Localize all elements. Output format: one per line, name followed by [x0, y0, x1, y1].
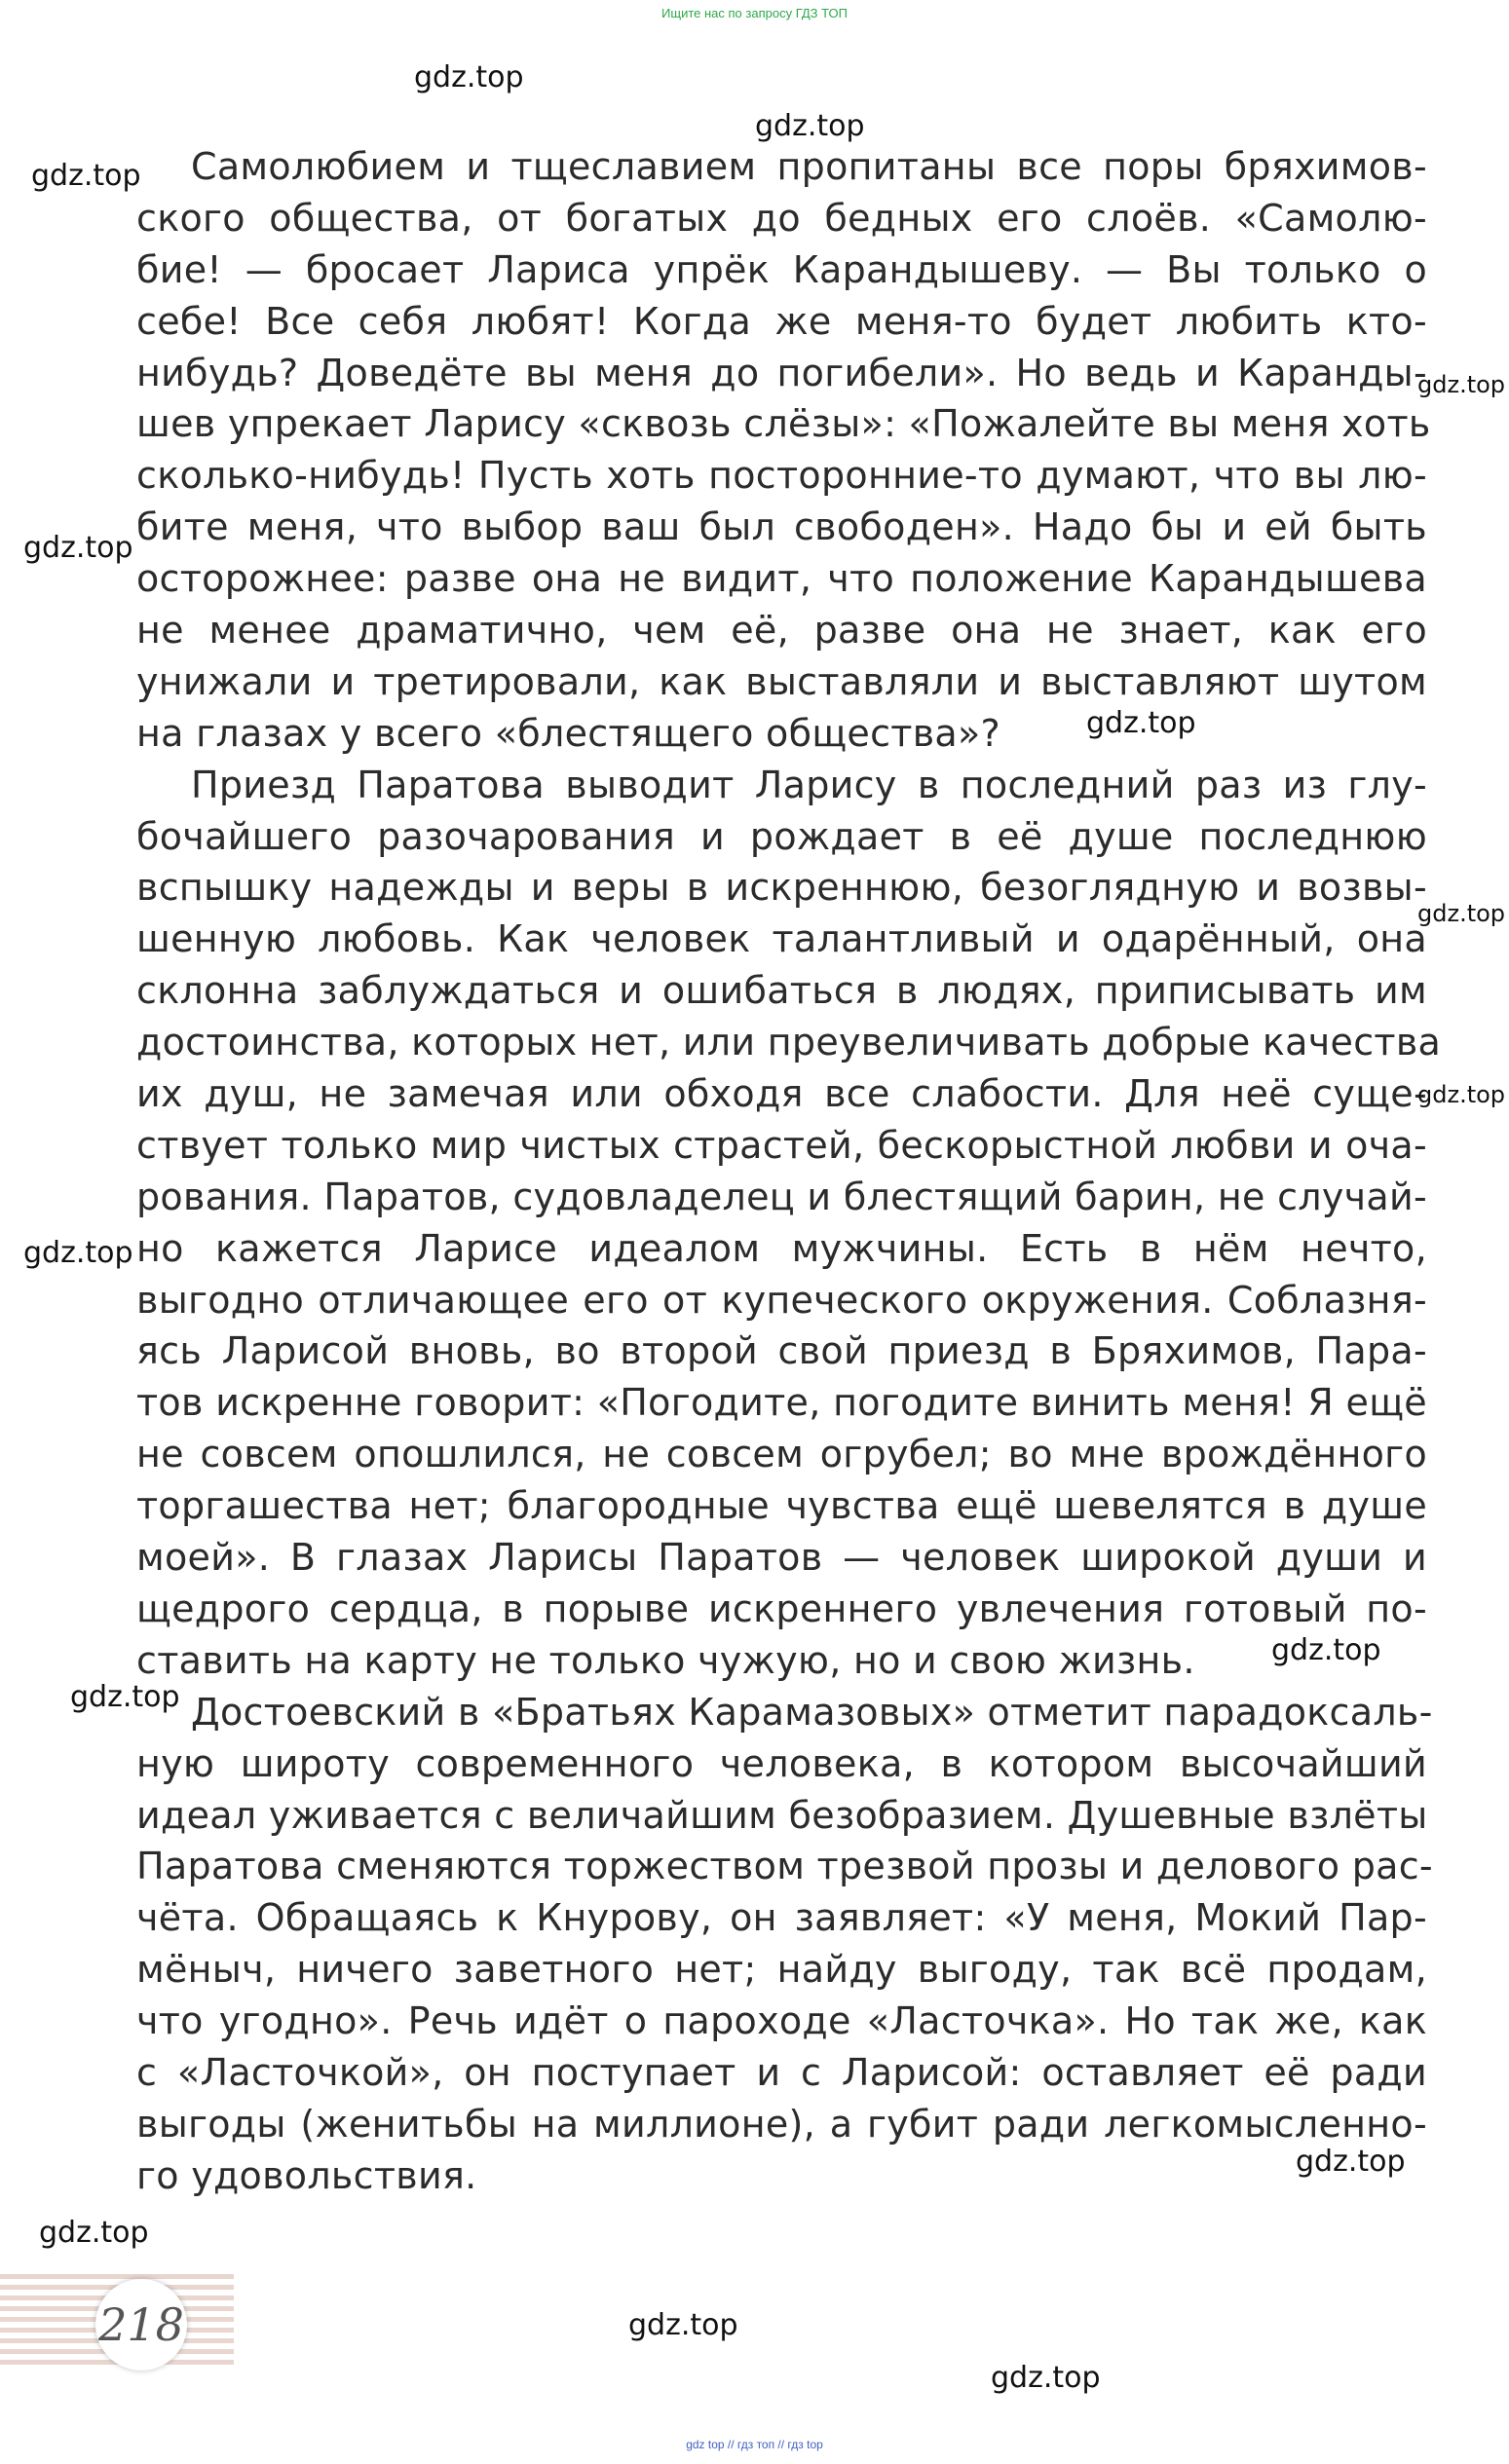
- text-line: вспышку надежды и веры в искреннюю, безоглядную и возвы-: [136, 866, 1427, 910]
- text-line: ясь Ларисой вновь, во второй свой приезд в Бряхимов, Пара-: [136, 1329, 1427, 1373]
- text-line: что угодно». Речь идёт о пароходе «Ласточка». Но так же, как: [136, 1999, 1427, 2043]
- text-line: сколько-нибудь! Пусть хоть посторонние-то думают, что вы лю-: [136, 454, 1427, 498]
- watermark: gdz.top: [1417, 1081, 1506, 1108]
- text-line: нибудь? Доведёте вы меня до погибели». Но ведь и Каранды-: [136, 351, 1427, 394]
- text-line: бите меня, что выбор ваш был свободен». Надо бы и ей быть: [136, 505, 1427, 549]
- watermark: gdz.top: [39, 2216, 149, 2250]
- text-line: Паратова сменяются торжеством трезвой прозы и делового рас-: [136, 1845, 1433, 1888]
- text-line: Самолюбием и тщеславием пропитаны все поры бряхимов-: [191, 145, 1427, 188]
- watermark: gdz.top: [991, 2361, 1101, 2395]
- watermark: gdz.top: [1417, 900, 1506, 927]
- text-line: го удовольствия.: [136, 2153, 477, 2197]
- text-line: Приезд Паратова выводит Ларису в последний раз из глу-: [191, 763, 1427, 806]
- text-line: не совсем опошлился, не совсем огрубел; во мне врождённого: [136, 1433, 1427, 1476]
- text-line: выгоды (женитьбы на миллионе), а губит ради легкомысленно-: [136, 2102, 1427, 2146]
- text-line: себе! Все себя любят! Когда же меня-то будет любить кто-: [136, 299, 1427, 343]
- article-text: [136, 141, 1442, 2202]
- text-line: но кажется Ларисе идеалом мужчины. Есть в нём нечто,: [136, 1226, 1427, 1270]
- text-line: с «Ласточкой», он поступает и с Ларисой: оставляет её ради: [136, 2050, 1427, 2094]
- text-line: Достоевский в «Братьях Карамазовых» отметит парадоксаль-: [191, 1690, 1433, 1734]
- watermark: gdz.top: [23, 531, 133, 565]
- watermark: gdz.top: [1271, 1633, 1381, 1667]
- watermark: gdz.top: [755, 109, 865, 143]
- watermark: gdz.top: [628, 2308, 738, 2342]
- text-line: склонна заблуждаться и ошибаться в людях, приписывать им: [136, 969, 1427, 1013]
- watermark: gdz.top: [70, 1680, 180, 1714]
- text-line: шев упрекает Ларису «сквозь слёзы»: «Пожалейте вы меня хоть: [136, 402, 1431, 446]
- text-line: не менее драматично, чем её, разве она не знает, как его: [136, 609, 1427, 653]
- text-line: выгодно отличающее его от купеческого окружения. Соблазня-: [136, 1278, 1427, 1322]
- text-line: их душ, не замечая или обходя все слабости. Для неё суще-: [136, 1072, 1427, 1116]
- watermark: gdz.top: [1296, 2145, 1406, 2179]
- top-banner: Ищите нас по запросу ГДЗ ТОП: [661, 6, 848, 20]
- watermark: gdz.top: [1417, 371, 1506, 398]
- text-line: рования. Паратов, судовладелец и блестящий барин, не случай-: [136, 1175, 1427, 1218]
- text-line: бие! — бросает Лариса упрёк Карандышеву. — Вы только о: [136, 247, 1427, 291]
- text-line: шенную любовь. Как человек талантливый и одарённый, она: [136, 917, 1427, 961]
- page-number: 218: [98, 2298, 184, 2351]
- text-line: тов искренне говорит: «Погодите, погодите винить меня! Я ещё: [136, 1381, 1427, 1425]
- text-line: ную широту современного человека, в котором высочайший: [136, 1741, 1427, 1785]
- text-line: бочайшего разочарования и рождает в её душе последнюю: [136, 814, 1427, 858]
- text-line: чёта. Обращаясь к Кнурову, он заявляет: «У меня, Мокий Пар-: [136, 1896, 1427, 1940]
- text-line: унижали и третировали, как выставляли и выставляют шутом: [136, 659, 1427, 703]
- watermark: gdz.top: [414, 60, 524, 94]
- text-line: торгашества нет; благородные чувства ещё шевелятся в душе: [136, 1484, 1427, 1528]
- text-line: ствует только мир чистых страстей, бескорыстной любви и оча-: [136, 1123, 1427, 1167]
- text-line: щедрого сердца, в порыве искреннего увлечения готовый по-: [136, 1587, 1427, 1630]
- watermark: gdz.top: [1086, 706, 1196, 740]
- text-line: ского общества, от богатых до бедных его слоёв. «Самолю-: [136, 196, 1427, 240]
- bottom-banner: gdz top // гдз топ // гдз top: [686, 2438, 823, 2451]
- text-line: идеал уживается с величайшим безобразием. Душевные взлёты: [136, 1793, 1428, 1837]
- watermark: gdz.top: [31, 159, 141, 193]
- text-line: мёныч, ничего заветного нет; найду выгоду, так всё продам,: [136, 1948, 1427, 1992]
- text-line: осторожнее: разве она не видит, что положение Карандышева: [136, 557, 1427, 601]
- text-line: на глазах у всего «блестящего общества»?: [136, 711, 1001, 755]
- text-line: моей». В глазах Ларисы Паратов — человек широкой души и: [136, 1536, 1427, 1580]
- text-line: ставить на карту не только чужую, но и свою жизнь.: [136, 1638, 1195, 1682]
- text-line: достоинства, которых нет, или преувеличивать добрые качества: [136, 1021, 1442, 1064]
- watermark: gdz.top: [23, 1236, 133, 1270]
